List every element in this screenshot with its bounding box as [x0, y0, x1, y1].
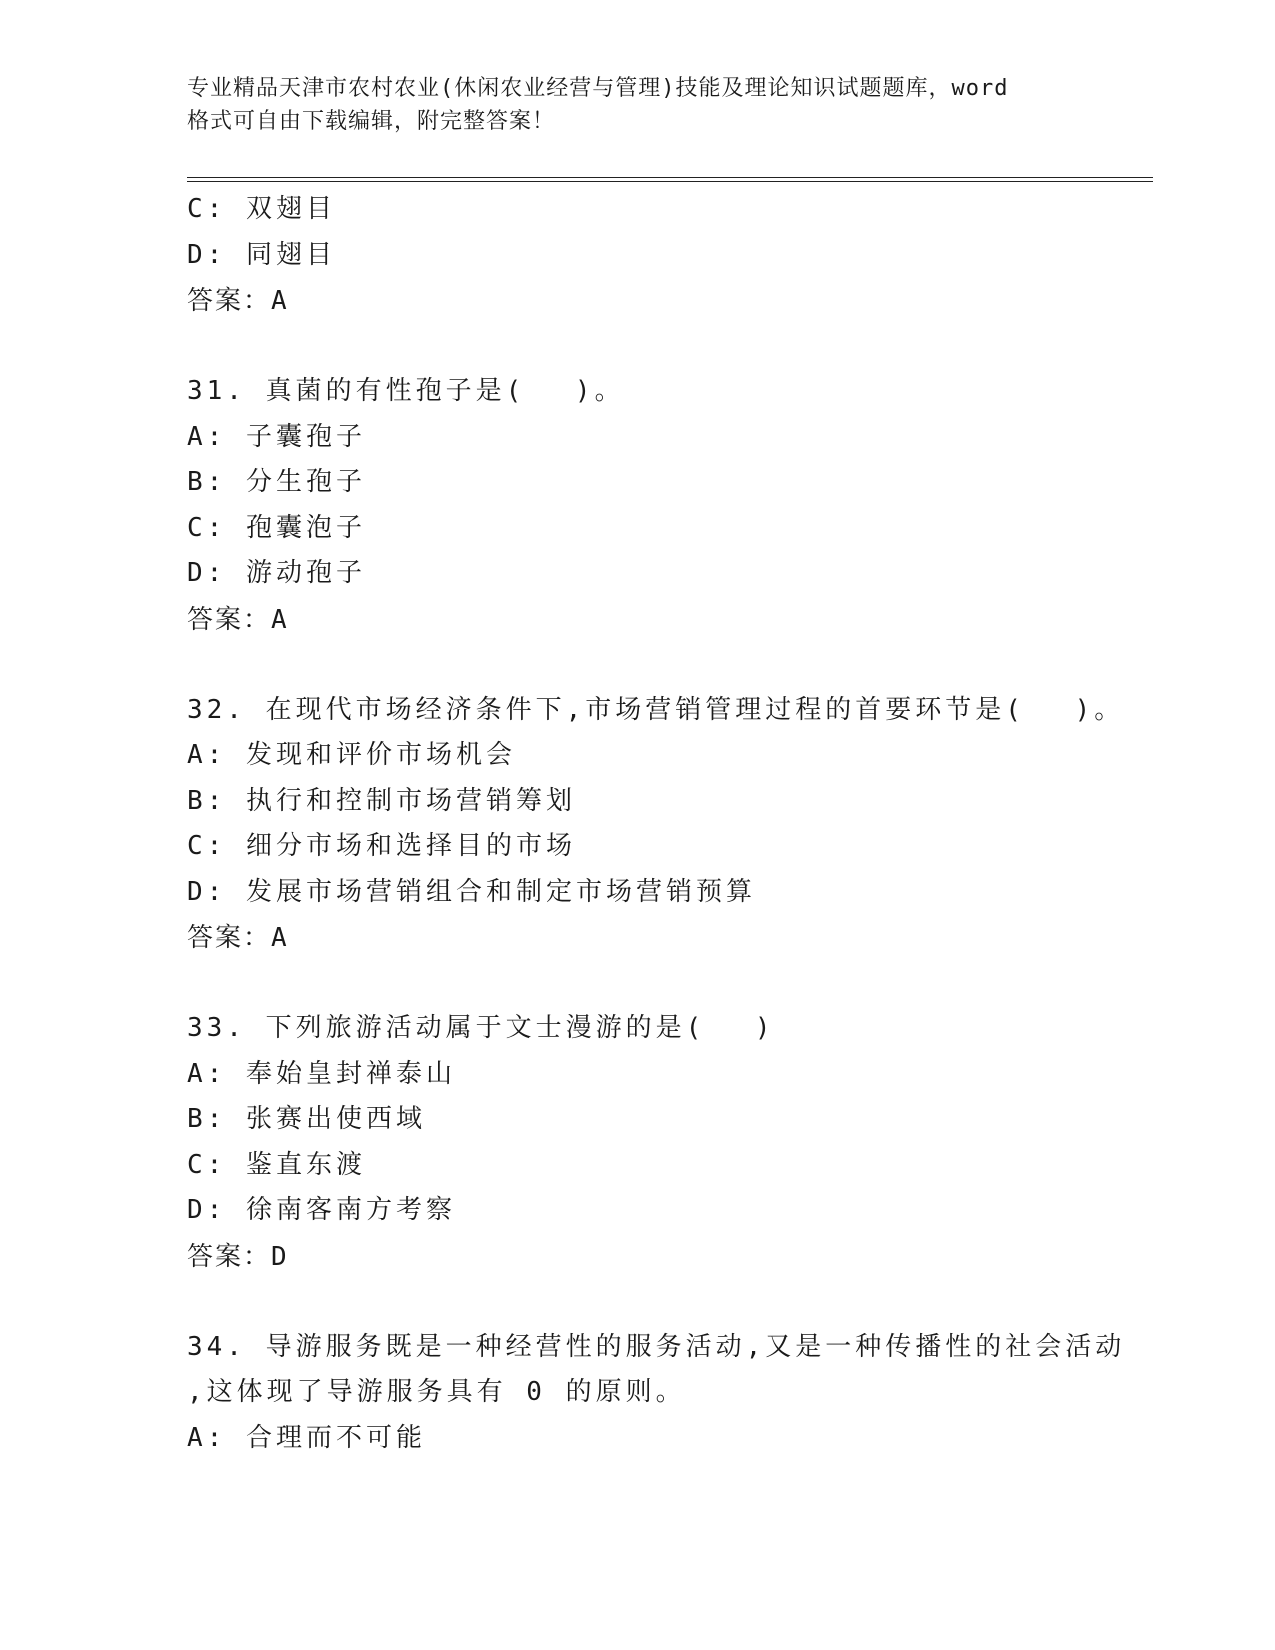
- answer-line: [187, 915, 1107, 961]
- answer-label: 答案：: [187, 285, 272, 315]
- question-30-tail: [187, 187, 1107, 324]
- option-b: B: 分生孢子: [187, 467, 366, 497]
- option-d: D: 发展市场营销组合和制定市场营销预算: [187, 876, 756, 907]
- answer-label: 答案：: [187, 603, 272, 634]
- question-31: [187, 369, 1107, 642]
- spacer: [187, 642, 1107, 688]
- option-d: D: 同翅目: [187, 239, 336, 270]
- question-stem-line-1: 34. 导游服务既是一种经营性的服务活动,又是一种传播性的社会活动: [187, 1331, 1126, 1362]
- question-list: [187, 187, 1126, 1461]
- header-title-line-1: 专业精品天津市农村农业(休闲农业经营与管理)技能及理论知识试题题库，word: [187, 76, 1009, 101]
- option-a: A: 发现和评价市场机会: [187, 740, 516, 770]
- option-b: B: 执行和控制市场营销筹划: [187, 785, 576, 816]
- question-stem: 31. 真菌的有性孢子是( )。: [187, 376, 625, 406]
- question-stem-line-2: ,这体现了导游服务具有 0 的原则。: [187, 1377, 686, 1407]
- answer-line: [187, 597, 1107, 643]
- option-c: C: 鉴直东渡: [187, 1149, 366, 1180]
- option-a: A: 子囊孢子: [187, 421, 366, 452]
- option-c: C: 细分市场和选择目的市场: [187, 831, 576, 861]
- answer-value: A: [271, 604, 289, 635]
- question-stem: 32. 在现代市场经济条件下,市场营销管理过程的首要环节是( )。: [187, 694, 1125, 725]
- spacer: [187, 961, 1107, 1007]
- header-title-line-2: 格式可自由下载编辑，附完整答案！: [187, 109, 556, 134]
- spacer: [187, 324, 1107, 370]
- answer-line: [187, 1234, 1107, 1280]
- answer-value: A: [271, 923, 289, 953]
- question-33: [187, 1006, 1107, 1279]
- option-b: B: 张赛出使西域: [187, 1104, 426, 1134]
- option-d: D: 徐南客南方考察: [187, 1195, 456, 1225]
- answer-value: D: [271, 1241, 289, 1272]
- answer-line: [187, 278, 1107, 324]
- option-a: A: 合理而不可能: [187, 1422, 426, 1453]
- header-divider: [187, 177, 1153, 182]
- question-stem: 33. 下列旅游活动属于文士漫游的是( ): [187, 1013, 775, 1043]
- option-c: C: 双翅目: [187, 194, 336, 224]
- answer-label: 答案：: [187, 1240, 272, 1271]
- question-34: [187, 1325, 1126, 1462]
- question-32: [187, 688, 1125, 961]
- answer-value: A: [271, 286, 289, 316]
- document-header: [187, 72, 1087, 138]
- option-a: A: 奉始皇封禅泰山: [187, 1058, 456, 1089]
- option-c: C: 孢囊泡子: [187, 512, 366, 543]
- spacer: [187, 1279, 1107, 1325]
- answer-label: 答案：: [187, 922, 272, 952]
- option-d: D: 游动孢子: [187, 558, 366, 588]
